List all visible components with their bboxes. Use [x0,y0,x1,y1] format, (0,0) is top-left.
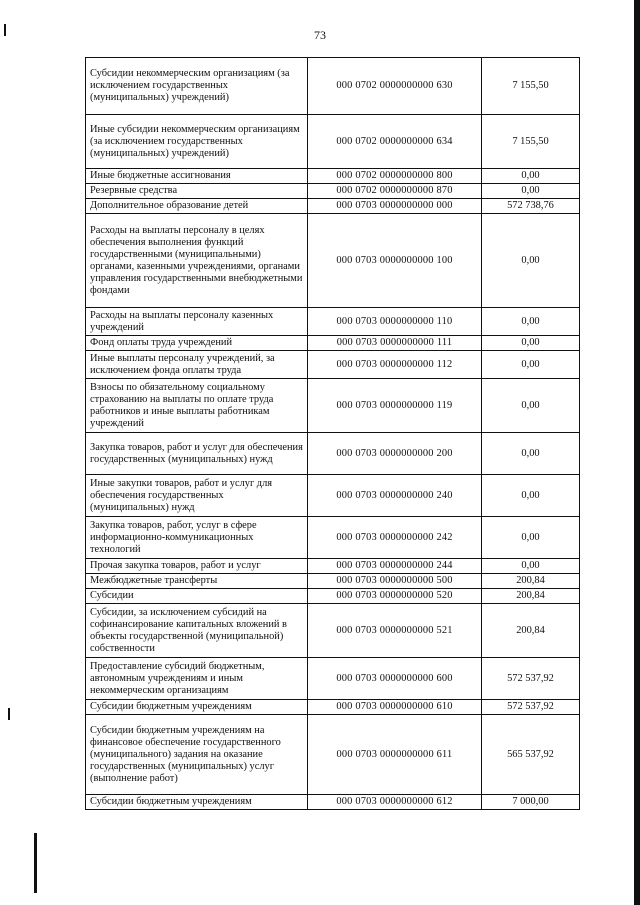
table-row [86,336,580,351]
scan-edge [634,0,640,905]
table-row [86,214,580,308]
budget-table [85,57,580,810]
row-code: 000 0703 0000000000 242 [308,517,482,559]
table-row [86,351,580,379]
table-row [86,795,580,810]
row-code: 000 0702 0000000000 800 [308,169,482,184]
row-code: 000 0703 0000000000 111 [308,336,482,351]
row-name: Субсидии некоммерческим организациям (за исключением государственных (муниципальных) учреждений) [86,58,308,115]
table-row [86,574,580,589]
scan-mark [34,833,37,893]
row-code: 000 0702 0000000000 870 [308,184,482,199]
row-amount: 200,84 [482,604,580,658]
row-name: Иные бюджетные ассигнования [86,169,308,184]
row-name: Иные выплаты персоналу учреждений, за исключением фонда оплаты труда [86,351,308,379]
table-row [86,433,580,475]
row-amount: 572 537,92 [482,658,580,700]
table-row [86,517,580,559]
row-amount: 0,00 [482,379,580,433]
table-row [86,559,580,574]
row-name: Закупка товаров, работ и услуг для обеспечения государственных (муниципальных) нужд [86,433,308,475]
scan-mark [4,24,6,36]
row-amount: 0,00 [482,308,580,336]
row-name: Субсидии бюджетным учреждениям [86,700,308,715]
row-name: Иные субсидии некоммерческим организациям (за исключением государственных (муниципальных) учреждений) [86,115,308,169]
row-name: Межбюджетные трансферты [86,574,308,589]
table-row [86,115,580,169]
row-amount: 7 000,00 [482,795,580,810]
row-code: 000 0703 0000000000 000 [308,199,482,214]
row-amount: 200,84 [482,574,580,589]
row-code: 000 0703 0000000000 200 [308,433,482,475]
row-code: 000 0703 0000000000 500 [308,574,482,589]
row-amount: 0,00 [482,184,580,199]
row-name: Прочая закупка товаров, работ и услуг [86,559,308,574]
row-name: Фонд оплаты труда учреждений [86,336,308,351]
row-code: 000 0703 0000000000 100 [308,214,482,308]
row-code: 000 0703 0000000000 244 [308,559,482,574]
row-amount: 0,00 [482,433,580,475]
table-row [86,658,580,700]
table-row [86,475,580,517]
row-code: 000 0703 0000000000 521 [308,604,482,658]
page-number: 73 [314,28,326,42]
row-amount: 0,00 [482,169,580,184]
row-code: 000 0703 0000000000 612 [308,795,482,810]
row-amount: 0,00 [482,517,580,559]
row-name: Закупка товаров, работ, услуг в сфере информационно-коммуникационных технологий [86,517,308,559]
table-row [86,700,580,715]
table-row [86,199,580,214]
row-name: Расходы на выплаты персоналу казенных учреждений [86,308,308,336]
row-amount: 572 738,76 [482,199,580,214]
row-name: Расходы на выплаты персоналу в целях обеспечения выполнения функций государственными (муниципальными) органами, казенными учреждениями, органами управления государственными внебюджетными фондами [86,214,308,308]
row-amount: 0,00 [482,214,580,308]
row-name: Предоставление субсидий бюджетным, автономным учреждениям и иным некоммерческим организациям [86,658,308,700]
row-name: Субсидии бюджетным учреждениям на финансовое обеспечение государственного (муниципального) задания на оказание государственных (муниципальных) услуг (выполнение работ) [86,715,308,795]
row-code: 000 0703 0000000000 520 [308,589,482,604]
row-name: Иные закупки товаров, работ и услуг для обеспечения государственных (муниципальных) нужд [86,475,308,517]
row-amount: 0,00 [482,559,580,574]
row-amount: 0,00 [482,351,580,379]
row-amount: 7 155,50 [482,115,580,169]
row-name: Субсидии, за исключением субсидий на софинансирование капитальных вложений в объекты государственной (муниципальной) собственности [86,604,308,658]
row-code: 000 0703 0000000000 112 [308,351,482,379]
row-name: Субсидии бюджетным учреждениям [86,795,308,810]
row-amount: 565 537,92 [482,715,580,795]
row-code: 000 0702 0000000000 630 [308,58,482,115]
row-code: 000 0703 0000000000 600 [308,658,482,700]
row-code: 000 0703 0000000000 240 [308,475,482,517]
row-code: 000 0703 0000000000 110 [308,308,482,336]
row-name: Резервные средства [86,184,308,199]
table-row [86,604,580,658]
row-code: 000 0702 0000000000 634 [308,115,482,169]
table-row [86,379,580,433]
row-name: Дополнительное образование детей [86,199,308,214]
row-amount: 0,00 [482,336,580,351]
row-amount: 7 155,50 [482,58,580,115]
row-code: 000 0703 0000000000 119 [308,379,482,433]
table-row [86,184,580,199]
table-row [86,169,580,184]
table-row [86,715,580,795]
row-amount: 0,00 [482,475,580,517]
row-name: Взносы по обязательному социальному страхованию на выплаты по оплате труда работников и иные выплаты работникам учреждений [86,379,308,433]
table-row [86,308,580,336]
row-code: 000 0703 0000000000 610 [308,700,482,715]
table-row [86,589,580,604]
row-name: Субсидии [86,589,308,604]
row-code: 000 0703 0000000000 611 [308,715,482,795]
row-amount: 572 537,92 [482,700,580,715]
row-amount: 200,84 [482,589,580,604]
scan-mark [8,708,10,720]
table-row [86,58,580,115]
